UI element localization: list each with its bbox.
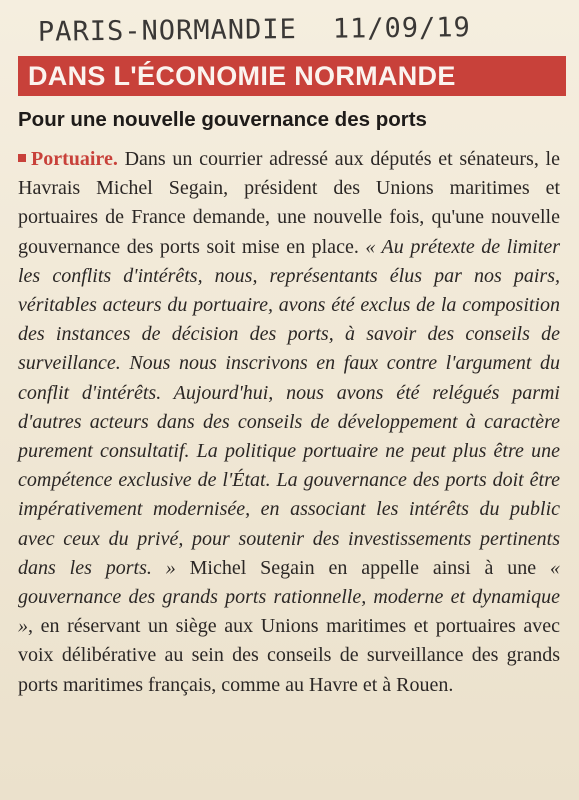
section-banner: DANS L'ÉCONOMIE NORMANDE — [18, 56, 566, 96]
handwritten-annotation — [38, 11, 558, 56]
bullet-square-icon — [18, 154, 26, 162]
article-middle: Michel Segain en appelle ainsi à une — [175, 556, 551, 579]
article-body — [18, 145, 560, 700]
article-quote: « Au prétexte de limiter les conflits d'intérêts, nous, représentants élus par nos pairs, véritables acteurs du portuaire, avons été exclus de la composition des instances de décision des ports, à savoir des conseils de surveillance. Nous nous inscrivons en faux contre l'argument du conflit d'intérêts. Aujourd'hui, nous avons été relégués parmi d'autres acteurs dans des conseils de développement à caractère purement consultatif. La politique portuaire ne peut plus être une compétence exclusive de l'État. La gouvernance des ports doit être impérativement modernisée, en associant les intérêts du public avec ceux du privé, pour soutenir des investissements pertinents dans les ports. » — [18, 235, 561, 579]
article-outro: , en réservant un siège aux Unions maritimes et portuaires avec voix délibérative au sein des conseils de surveillance des grands ports maritimes français, comme au Havre et à Rouen. — [18, 615, 560, 696]
article-headline: Pour une nouvelle gouvernance des ports — [18, 108, 427, 131]
article-quote-2: « gouvernance des grands ports rationnelle, moderne et dynamique » — [18, 556, 561, 638]
article-lead-word: Portuaire. — [31, 148, 118, 170]
handwritten-date: 11/09/19 — [332, 12, 471, 45]
handwritten-source: PARIS-NORMANDIE — [37, 14, 297, 48]
article-intro: Dans un courrier adressé aux députés et sénateurs, le Havrais Michel Segain, président des Unions maritimes et portuaires de France demande, une nouvelle fois, qu'une nouvelle gouvernance des ports soit mise en place. — [18, 148, 560, 258]
